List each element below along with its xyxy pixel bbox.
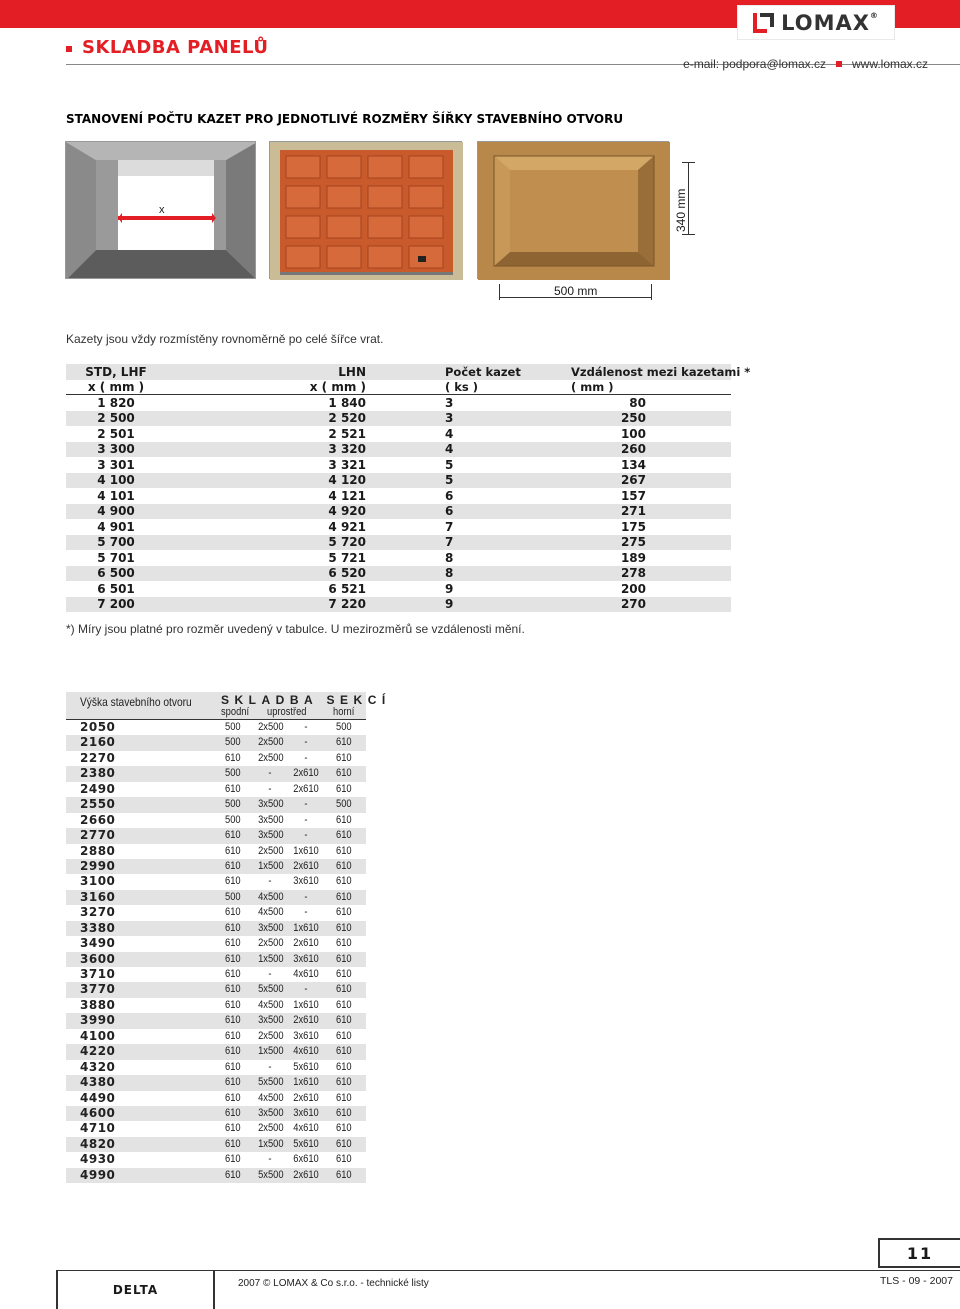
- middle-610-cell: 3x610: [293, 952, 319, 965]
- cassette-count-cell: 9: [445, 597, 454, 612]
- top-section-cell: 500: [336, 721, 352, 733]
- unit-distance: ( mm ): [571, 379, 614, 394]
- width-dimension-tick-right: [651, 284, 652, 300]
- opening-height-cell: 3990: [80, 1013, 116, 1028]
- table-header-row: [66, 364, 751, 380]
- cassette-count-cell: 8: [445, 566, 454, 581]
- subheader-top: horní: [333, 706, 355, 718]
- cassette-count-cell: 8: [445, 550, 454, 565]
- top-section-cell: 610: [336, 813, 352, 826]
- bottom-section-cell: 610: [225, 1122, 241, 1135]
- opening-height-cell: 4990: [80, 1167, 116, 1182]
- table-row: [66, 581, 731, 597]
- middle-500-cell: 2x500: [258, 1029, 284, 1042]
- table-row: [66, 982, 366, 997]
- top-section-cell: 610: [336, 1153, 352, 1166]
- bottom-section-cell: 610: [225, 1045, 241, 1058]
- lhn-width-cell: 2 521: [328, 426, 366, 441]
- lomax-logo-mark-icon: [753, 13, 775, 33]
- bottom-section-cell: 610: [225, 1060, 241, 1073]
- distance-cell: 270: [620, 597, 646, 612]
- middle-610-cell: 4x610: [293, 968, 319, 980]
- cassette-count-cell: 6: [445, 504, 454, 519]
- cassette-detail-illustration: [477, 141, 669, 279]
- middle-500-cell: 3x500: [258, 798, 284, 811]
- col-header-lhn: LHN: [338, 364, 366, 379]
- cassette-count-cell: 7: [445, 535, 454, 550]
- col-header-distance: Vzdálenost mezi kazetami *: [571, 364, 751, 379]
- col-header-section-composition: SKLADBA SEKCÍ: [221, 693, 391, 707]
- top-section-cell: 500: [336, 798, 352, 811]
- distance-cell: 250: [620, 411, 646, 426]
- bottom-section-cell: 610: [225, 1137, 241, 1150]
- x-label: x: [159, 204, 165, 216]
- middle-500-cell: -: [268, 1153, 272, 1166]
- cassette-count-cell: 6: [445, 488, 454, 503]
- std-width-cell: 1 820: [97, 395, 135, 410]
- bottom-section-cell: 610: [225, 1106, 241, 1119]
- bottom-section-cell: 610: [225, 1014, 241, 1027]
- table-row: [66, 550, 731, 566]
- middle-610-cell: 2x610: [293, 767, 319, 780]
- bottom-section-cell: 610: [225, 1168, 241, 1181]
- opening-height-cell: 4320: [80, 1059, 116, 1074]
- table-row: [66, 1044, 366, 1059]
- bottom-section-cell: 610: [225, 952, 241, 965]
- lhn-width-cell: 4 921: [328, 519, 366, 534]
- middle-610-cell: 6x610: [293, 1153, 319, 1166]
- middle-500-cell: 2x500: [258, 1122, 284, 1135]
- middle-610-cell: 4x610: [293, 1122, 319, 1135]
- table-row: [66, 1029, 366, 1044]
- col-header-opening-height: Výška stavebního otvoru: [80, 695, 192, 709]
- middle-610-cell: 2x610: [293, 937, 319, 950]
- cassette-count-cell: 4: [445, 442, 454, 457]
- lhn-width-cell: 5 721: [328, 550, 366, 565]
- middle-610-cell: 3x610: [293, 1029, 319, 1042]
- top-section-cell: 610: [336, 767, 352, 780]
- table-row: [66, 1106, 366, 1121]
- middle-500-cell: 3x500: [258, 1106, 284, 1119]
- table-row: [66, 473, 731, 489]
- cassette-table-body: [66, 395, 731, 612]
- bottom-section-cell: 610: [225, 1091, 241, 1104]
- opening-height-cell: 4380: [80, 1075, 116, 1090]
- table-row: [66, 828, 366, 843]
- table-row: [66, 921, 366, 936]
- middle-500-cell: -: [268, 875, 272, 888]
- table-row: [66, 720, 366, 735]
- middle-610-cell: 3x610: [293, 875, 319, 888]
- top-section-cell: 610: [336, 829, 352, 842]
- bottom-section-cell: 610: [225, 829, 241, 842]
- top-section-cell: 610: [336, 1137, 352, 1150]
- middle-610-cell: -: [304, 813, 308, 826]
- table-row: [66, 535, 731, 551]
- table-units-row: [66, 380, 731, 396]
- std-width-cell: 5 701: [97, 550, 135, 565]
- opening-height-cell: 2490: [80, 781, 116, 796]
- middle-610-cell: -: [304, 906, 308, 919]
- bottom-section-cell: 500: [225, 813, 241, 826]
- top-section-cell: 610: [336, 906, 352, 919]
- middle-610-cell: -: [304, 736, 308, 749]
- bottom-section-cell: 610: [225, 921, 241, 934]
- opening-height-cell: 4490: [80, 1090, 116, 1105]
- product-name: DELTA: [56, 1270, 215, 1309]
- opening-height-cell: 2770: [80, 828, 116, 843]
- document-code: TLS - 09 - 2007: [880, 1275, 953, 1287]
- cassette-count-cell: 9: [445, 581, 454, 596]
- opening-height-cell: 2990: [80, 858, 116, 873]
- lhn-width-cell: 3 321: [328, 457, 366, 472]
- opening-height-cell: 3710: [80, 967, 116, 981]
- section-composition-table: [66, 692, 391, 1183]
- std-width-cell: 4 901: [97, 519, 135, 534]
- col-header-count: Počet kazet: [445, 364, 521, 379]
- middle-500-cell: 3x500: [258, 813, 284, 826]
- width-dimension-label: 500 mm: [554, 284, 598, 298]
- opening-height-cell: 2050: [80, 720, 116, 734]
- std-width-cell: 6 500: [97, 566, 135, 581]
- middle-500-cell: 5x500: [258, 1168, 284, 1181]
- bottom-section-cell: 610: [225, 859, 241, 872]
- top-section-cell: 610: [336, 983, 352, 996]
- middle-500-cell: 2x500: [258, 937, 284, 950]
- table-row: [66, 1060, 366, 1075]
- opening-height-cell: 3100: [80, 874, 116, 889]
- opening-height-cell: 3770: [80, 982, 116, 997]
- distance-cell: 100: [620, 426, 646, 441]
- distance-cell: 189: [620, 550, 646, 565]
- subheader-bottom: spodní: [221, 706, 250, 718]
- cassette-note: Kazety jsou vždy rozmístěny rovnoměrně po celé šířce vrat.: [66, 332, 384, 346]
- copyright-text: 2007 © LOMAX & Co s.r.o. - technické listy: [238, 1278, 429, 1289]
- middle-610-cell: 1x610: [293, 921, 319, 934]
- distance-cell: 271: [620, 504, 646, 519]
- middle-500-cell: -: [268, 767, 272, 780]
- top-section-cell: 610: [336, 937, 352, 950]
- cassette-count-cell: 5: [445, 473, 454, 488]
- top-section-cell: 610: [336, 1076, 352, 1089]
- lhn-width-cell: 4 920: [328, 504, 366, 519]
- opening-height-cell: 2880: [80, 843, 116, 858]
- table-row: [66, 797, 366, 812]
- table-row: [66, 967, 366, 982]
- opening-height-cell: 4600: [80, 1105, 116, 1120]
- top-section-cell: 610: [336, 890, 352, 903]
- std-width-cell: 6 501: [97, 581, 135, 596]
- std-width-cell: 4 101: [97, 488, 135, 503]
- table-row: [66, 566, 731, 582]
- middle-610-cell: 2x610: [293, 859, 319, 872]
- middle-500-cell: 2x500: [258, 736, 284, 749]
- col-header-std: STD, LHF: [85, 364, 147, 379]
- table-row: [66, 395, 731, 411]
- distance-cell: 278: [620, 566, 646, 581]
- middle-610-cell: 1x610: [293, 844, 319, 857]
- table-row: [66, 1013, 366, 1028]
- bottom-section-cell: 610: [225, 937, 241, 950]
- table-footnote: *) Míry jsou platné pro rozměr uvedený v tabulce. U mezirozměrů se vzdálenosti mění.: [66, 622, 525, 636]
- unit-count: ( ks ): [445, 379, 479, 394]
- middle-610-cell: -: [304, 721, 308, 733]
- middle-500-cell: -: [268, 782, 272, 795]
- distance-cell: 175: [620, 519, 646, 534]
- width-dimension-tick-left: [499, 284, 500, 300]
- height-dimension-label: 340 mm: [674, 188, 688, 232]
- table-row: [66, 998, 366, 1013]
- top-section-cell: 610: [336, 751, 352, 764]
- top-section-cell: 610: [336, 1106, 352, 1119]
- top-section-cell: 610: [336, 875, 352, 888]
- top-section-cell: 610: [336, 782, 352, 795]
- height-dimension-tick-top: [682, 162, 695, 163]
- middle-500-cell: 4x500: [258, 890, 284, 903]
- middle-610-cell: 2x610: [293, 1014, 319, 1027]
- distance-cell: 80: [629, 395, 646, 410]
- cassette-count-cell: 5: [445, 457, 454, 472]
- middle-500-cell: 5x500: [258, 1076, 284, 1089]
- bottom-section-cell: 610: [225, 1076, 241, 1089]
- table-row: [66, 1091, 366, 1106]
- middle-500-cell: 4x500: [258, 906, 284, 919]
- lhn-width-cell: 4 121: [328, 488, 366, 503]
- middle-610-cell: 5x610: [293, 1060, 319, 1073]
- table-row: [66, 874, 366, 889]
- std-width-cell: 4 100: [97, 473, 135, 488]
- middle-610-cell: -: [304, 751, 308, 764]
- table-row: [66, 426, 731, 442]
- unit-std: x ( mm ): [87, 379, 145, 394]
- section-subtitle: STANOVENÍ POČTU KAZET PRO JEDNOTLIVÉ ROZMĚRY ŠÍŘKY STAVEBNÍHO OTVORU: [66, 112, 624, 126]
- opening-height-cell: 3270: [80, 905, 116, 920]
- cassette-count-cell: 4: [445, 426, 454, 441]
- opening-height-cell: 2380: [80, 766, 116, 781]
- opening-height-cell: 2660: [80, 812, 116, 827]
- middle-500-cell: 3x500: [258, 829, 284, 842]
- table-row: [66, 1121, 366, 1136]
- table-row: [66, 936, 366, 951]
- middle-610-cell: 1x610: [293, 1076, 319, 1089]
- opening-height-cell: 4930: [80, 1152, 116, 1167]
- unit-lhn: x ( mm ): [309, 379, 366, 394]
- cassette-wood-image: [478, 142, 670, 280]
- height-dimension-line: [688, 162, 689, 235]
- distance-cell: 267: [620, 473, 646, 488]
- middle-500-cell: 3x500: [258, 921, 284, 934]
- lhn-width-cell: 1 840: [328, 395, 366, 410]
- table-row: [66, 488, 731, 504]
- top-section-cell: 610: [336, 921, 352, 934]
- email-link[interactable]: e-mail: podpora@lomax.cz: [683, 57, 826, 71]
- opening-height-cell: 4220: [80, 1044, 116, 1059]
- composition-table-body: [66, 720, 366, 1183]
- middle-500-cell: 2x500: [258, 721, 284, 733]
- bottom-section-cell: 610: [225, 968, 241, 980]
- lhn-width-cell: 7 220: [328, 597, 366, 612]
- lhn-width-cell: 3 320: [328, 442, 366, 457]
- table-row: [66, 859, 366, 874]
- bottom-section-cell: 500: [225, 798, 241, 811]
- composition-header: [66, 692, 391, 719]
- opening-height-cell: 4710: [80, 1121, 116, 1136]
- door-panel-illustration: [269, 141, 462, 279]
- bottom-section-cell: 610: [225, 1029, 241, 1042]
- middle-500-cell: 2x500: [258, 751, 284, 764]
- bottom-section-cell: 610: [225, 983, 241, 996]
- table-row: [66, 890, 366, 905]
- middle-610-cell: -: [304, 983, 308, 996]
- middle-610-cell: 2x610: [293, 1091, 319, 1104]
- logo-text: LOMAX®: [781, 10, 879, 35]
- bottom-section-cell: 610: [225, 751, 241, 764]
- opening-height-cell: 3160: [80, 889, 116, 904]
- cassette-count-cell: 3: [445, 411, 454, 426]
- table-row: [66, 457, 731, 473]
- table-row: [66, 751, 366, 766]
- middle-610-cell: 5x610: [293, 1137, 319, 1150]
- bottom-section-cell: 610: [225, 906, 241, 919]
- lhn-width-cell: 2 520: [328, 411, 366, 426]
- cassette-count-cell: 3: [445, 395, 454, 410]
- bottom-section-cell: 610: [225, 1153, 241, 1166]
- middle-610-cell: 4x610: [293, 1045, 319, 1058]
- middle-500-cell: 1x500: [258, 859, 284, 872]
- bottom-section-cell: 610: [225, 998, 241, 1011]
- table-row: [66, 952, 366, 967]
- top-section-cell: 610: [336, 968, 352, 980]
- distance-cell: 157: [620, 488, 646, 503]
- table-row: [66, 1075, 366, 1090]
- bottom-section-cell: 500: [225, 767, 241, 780]
- middle-500-cell: 1x500: [258, 1045, 284, 1058]
- middle-500-cell: 2x500: [258, 844, 284, 857]
- middle-500-cell: 1x500: [258, 952, 284, 965]
- std-width-cell: 5 700: [97, 535, 135, 550]
- top-section-cell: 610: [336, 844, 352, 857]
- middle-610-cell: -: [304, 890, 308, 903]
- middle-610-cell: 2x610: [293, 1168, 319, 1181]
- table-row: [66, 597, 731, 613]
- page-title: SKLADBA PANELŮ: [82, 37, 269, 58]
- middle-610-cell: -: [304, 829, 308, 842]
- top-section-cell: 610: [336, 1122, 352, 1135]
- std-width-cell: 3 301: [97, 457, 135, 472]
- table-row: [66, 504, 731, 520]
- middle-500-cell: 3x500: [258, 1014, 284, 1027]
- middle-610-cell: 1x610: [293, 998, 319, 1011]
- middle-610-cell: -: [304, 798, 308, 811]
- cassette-door-image: [270, 142, 463, 280]
- opening-height-cell: 2270: [80, 750, 116, 765]
- top-section-cell: 610: [336, 1060, 352, 1073]
- table-row: [66, 766, 366, 781]
- page-number: 11: [878, 1238, 960, 1268]
- std-width-cell: 4 900: [97, 504, 135, 519]
- lhn-width-cell: 6 520: [328, 566, 366, 581]
- opening-height-cell: 3880: [80, 997, 116, 1012]
- top-section-cell: 610: [336, 859, 352, 872]
- top-section-cell: 610: [336, 1091, 352, 1104]
- bottom-section-cell: 610: [225, 782, 241, 795]
- lomax-logo: [737, 5, 895, 40]
- lhn-width-cell: 5 720: [328, 535, 366, 550]
- separator-bullet-icon: [836, 61, 842, 67]
- std-width-cell: 3 300: [97, 442, 135, 457]
- top-section-cell: 610: [336, 1168, 352, 1181]
- top-section-cell: 610: [336, 1045, 352, 1058]
- table-row: [66, 735, 366, 750]
- bottom-section-cell: 610: [225, 844, 241, 857]
- title-bullet-icon: [66, 46, 72, 52]
- table-row: [66, 1137, 366, 1152]
- top-section-cell: 610: [336, 952, 352, 965]
- bottom-section-cell: 610: [225, 875, 241, 888]
- bottom-section-cell: 500: [225, 890, 241, 903]
- top-section-cell: 610: [336, 998, 352, 1011]
- middle-610-cell: 2x610: [293, 782, 319, 795]
- opening-height-cell: 3600: [80, 951, 116, 966]
- opening-height-cell: 2160: [80, 735, 116, 750]
- std-width-cell: 2 500: [97, 411, 135, 426]
- top-section-cell: 610: [336, 1029, 352, 1042]
- middle-500-cell: 4x500: [258, 998, 284, 1011]
- table-row: [66, 782, 366, 797]
- lhn-width-cell: 4 120: [328, 473, 366, 488]
- distance-cell: 134: [620, 457, 646, 472]
- table-row: [66, 1152, 366, 1167]
- top-section-cell: 610: [336, 736, 352, 749]
- opening-height-cell: 2550: [80, 797, 116, 812]
- table-row: [66, 905, 366, 920]
- table-row: [66, 442, 731, 458]
- table-row: [66, 411, 731, 427]
- table-row: [66, 844, 366, 859]
- opening-height-cell: 4100: [80, 1028, 116, 1043]
- middle-500-cell: 5x500: [258, 983, 284, 996]
- opening-height-cell: 3490: [80, 936, 116, 951]
- middle-500-cell: 1x500: [258, 1137, 284, 1150]
- middle-500-cell: -: [268, 1060, 272, 1073]
- middle-500-cell: -: [268, 968, 272, 980]
- distance-cell: 275: [620, 535, 646, 550]
- table-row: [66, 1168, 366, 1183]
- middle-610-cell: 3x610: [293, 1106, 319, 1119]
- top-section-cell: 610: [336, 1014, 352, 1027]
- table-row: [66, 519, 731, 535]
- opening-height-cell: 4820: [80, 1136, 116, 1151]
- cassette-count-table: [66, 364, 751, 612]
- distance-cell: 260: [620, 442, 646, 457]
- cassette-count-cell: 7: [445, 519, 454, 534]
- web-link[interactable]: www.lomax.cz: [851, 57, 928, 71]
- table-row: [66, 813, 366, 828]
- std-width-cell: 7 200: [97, 597, 135, 612]
- std-width-cell: 2 501: [97, 426, 135, 441]
- height-dimension-tick-bottom: [682, 234, 695, 235]
- bottom-section-cell: 500: [225, 721, 241, 733]
- lhn-width-cell: 6 521: [328, 581, 366, 596]
- opening-width-illustration: [65, 141, 256, 279]
- bottom-section-cell: 500: [225, 736, 241, 749]
- middle-500-cell: 4x500: [258, 1091, 284, 1104]
- opening-height-cell: 3380: [80, 920, 116, 935]
- subheader-middle: uprostřed: [267, 706, 307, 718]
- contact-info: [683, 57, 928, 71]
- distance-cell: 200: [620, 581, 646, 596]
